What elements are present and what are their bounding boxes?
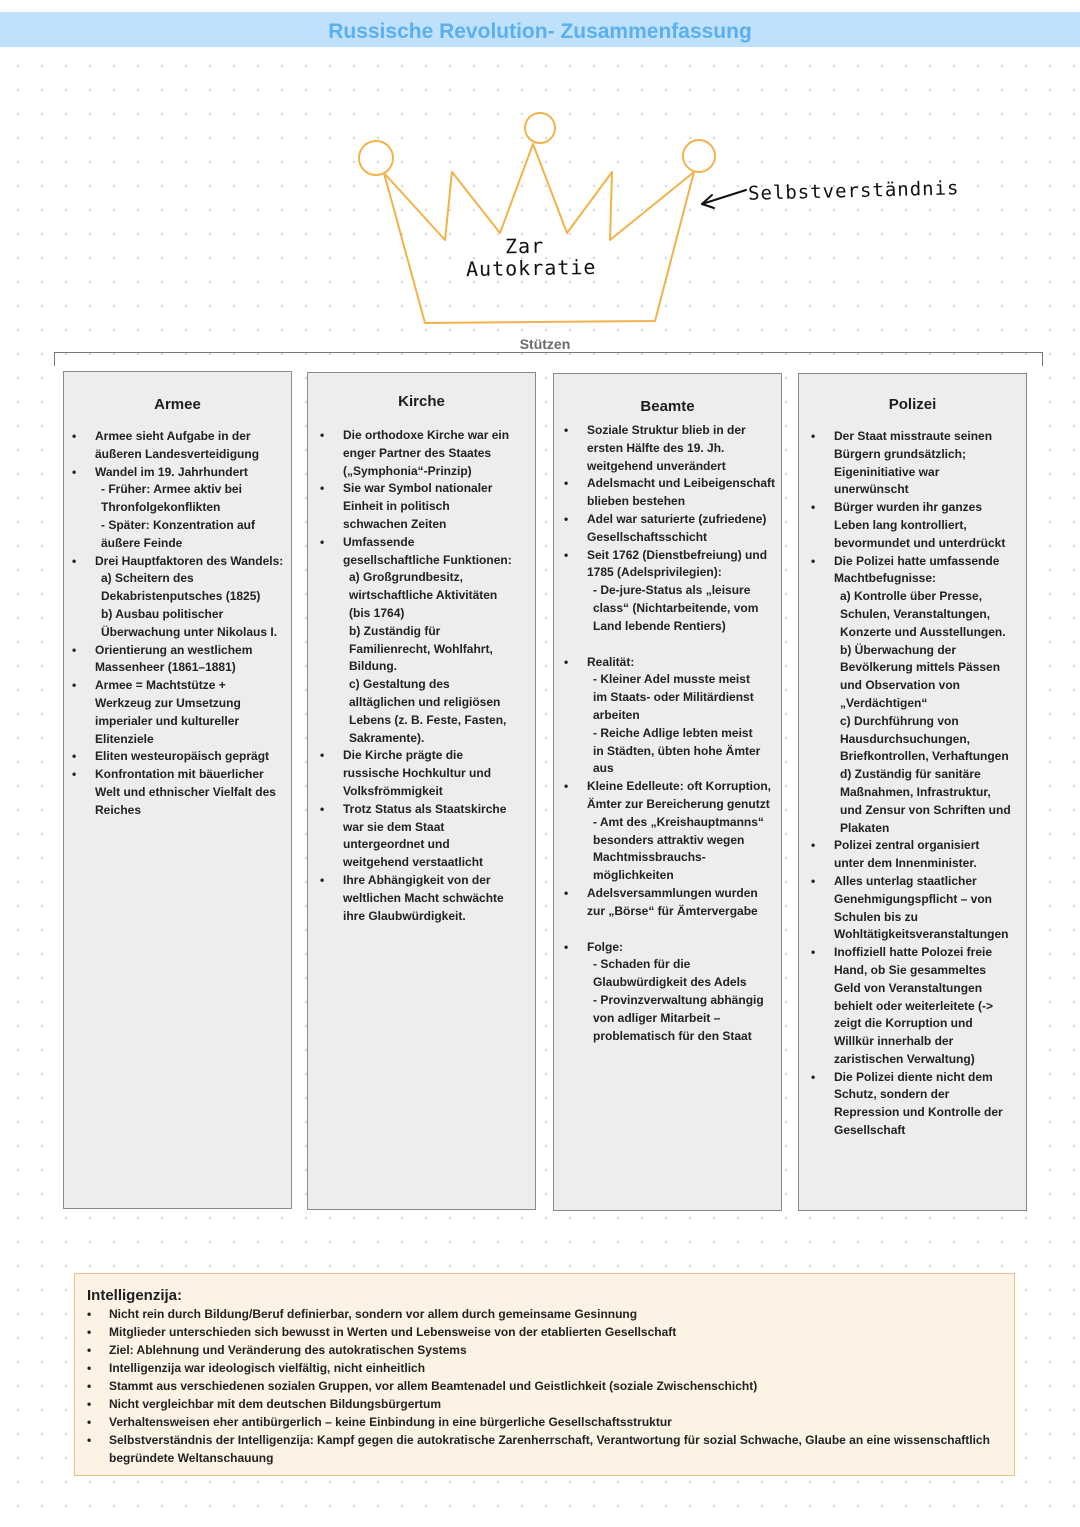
list-item: behielt oder weiterleitete (->	[834, 998, 994, 1013]
list-item: • Polizei zentral organisiert	[803, 837, 1026, 855]
list-item: Hausdurchsuchungen,	[840, 731, 971, 746]
list-item: Einheit in politisch	[343, 499, 450, 514]
list-item: Maßnahmen, Infrastruktur,	[840, 784, 991, 799]
list-item: war sie dem Staat	[343, 819, 445, 834]
list-item: Thronfolgekonflikten	[101, 500, 221, 515]
list-item: • Trotz Status als Staatskirche	[312, 801, 535, 819]
supports-bracket	[54, 352, 1043, 366]
list-item: Genehmigungspflicht – von	[834, 891, 993, 906]
list-item: weitgehend unverändert	[587, 458, 726, 473]
list-item: Eigeninitiative war	[834, 464, 940, 479]
list-item: • Orientierung an westlichem	[64, 642, 291, 660]
list-item: aus	[593, 761, 614, 776]
list-item: Reiches	[95, 802, 142, 817]
column-list	[803, 428, 1026, 1140]
list-item: Machtbefugnisse:	[834, 571, 937, 586]
list-item: • Selbstverständnis der Intelligenzija: Kampf gegen die autokratische Zarenherrschaft, Verantwortung für sozial Schwache, Glaube an eine wissenschaftlich begründete Weltanschauung	[75, 1431, 1010, 1467]
list-item: • Stammt aus verschiedenen sozialen Gruppen, vor allem Beamtenadel und Geistlichkeit (soziale Zwischenschicht)	[75, 1377, 1010, 1395]
list-item: c) Gestaltung des	[349, 677, 450, 692]
column-title: Polizei	[888, 396, 937, 413]
list-item: ersten Hälfte des 19. Jh.	[587, 440, 725, 455]
list-item: • Die orthodoxe Kirche war ein	[312, 427, 535, 445]
list-item: Bevölkerung mittels Pässen	[840, 660, 1001, 675]
list-item: • Nicht rein durch Bildung/Beruf definierbar, sondern vor allem durch gemeinsame Gesinnung	[75, 1305, 1010, 1323]
list-item: • Folge:	[556, 939, 781, 957]
crown-label-zar: Zar	[504, 233, 545, 259]
selbstverstaendnis-label: Selbstverständnis	[747, 177, 960, 205]
list-item: • Kleine Edelleute: oft Korruption,	[556, 778, 781, 796]
list-item: unter dem Innenminister.	[834, 856, 977, 871]
list-item: Gesellschaft	[834, 1123, 906, 1138]
list-item: äußere Feinde	[101, 535, 183, 550]
list-item: bevormundet und unterdrückt	[834, 535, 1006, 550]
list-item: Schulen, Veranstaltungen,	[840, 606, 991, 621]
list-item: • Adelsversammlungen wurden	[556, 885, 781, 903]
list-item: • Ziel: Ablehnung und Veränderung des autokratischen Systems	[75, 1341, 1010, 1359]
list-item: Hand, ob Sie gesammeltes	[834, 962, 987, 977]
list-item: • Adel war saturierte (zufriedene)	[556, 511, 781, 529]
column-list	[556, 422, 781, 1045]
list-item: (bis 1764)	[349, 605, 405, 620]
list-item: gesellschaftliche Funktionen:	[343, 552, 512, 567]
list-item: • Sie war Symbol nationaler	[312, 480, 535, 498]
list-item: • Soziale Struktur blieb in der	[556, 422, 781, 440]
list-item: russische Hochkultur und	[343, 766, 492, 781]
column-list	[312, 427, 535, 925]
list-item: - Provinzverwaltung abhängig	[593, 992, 764, 1007]
list-item: • Alles unterlag staatlicher	[803, 873, 1026, 891]
list-item: • Bürger wurden ihr ganzes	[803, 499, 1026, 517]
list-item: Bürgern grundsätzlich;	[834, 446, 967, 461]
list-item: Geld von Veranstaltungen	[834, 980, 983, 995]
list-item: zeigt die Korruption und	[834, 1016, 973, 1031]
list-item: möglichkeiten	[593, 868, 674, 883]
intelligenzija-title: Intelligenzija:	[87, 1287, 183, 1304]
list-item: • Eliten westeuropäisch geprägt	[64, 748, 291, 766]
list-item: - Früher: Armee aktiv bei	[101, 482, 242, 497]
list-item: • Adelsmacht und Leibeigenschaft	[556, 475, 781, 493]
list-item: Sakramente).	[349, 730, 425, 745]
list-item: Massenheer (1861–1881)	[95, 660, 236, 675]
list-item: Ämter zur Bereicherung genutzt	[587, 796, 770, 811]
list-item: Land lebende Rentiers)	[593, 618, 726, 633]
list-item: a) Kontrolle über Presse,	[840, 589, 983, 604]
list-item: • Die Kirche prägte die	[312, 747, 535, 765]
list-item: im Staats- oder Militärdienst	[593, 690, 754, 705]
list-item: • Nicht vergleichbar mit dem deutschen Bildungsbürgertum	[75, 1395, 1010, 1413]
column-title: Beamte	[640, 398, 695, 415]
list-item: - Reiche Adlige lebten meist	[593, 725, 753, 740]
column-armee	[63, 371, 292, 1209]
page-title: Russische Revolution- Zusammenfassung	[328, 20, 752, 43]
list-item: - Später: Konzentration auf	[101, 517, 256, 532]
list-item: Leben lang kontrolliert,	[834, 517, 967, 532]
list-item: Überwachung unter Nikolaus I.	[101, 624, 278, 639]
list-item: • Drei Hauptfaktoren des Wandels:	[64, 553, 291, 571]
list-item: äußeren Landesverteidigung	[95, 446, 260, 461]
list-item: in Städten, übten hohe Ämter	[593, 743, 761, 758]
list-item: Machtmissbrauchs-	[593, 850, 706, 865]
list-item: Dekabristenputsches (1825)	[101, 589, 261, 604]
list-item: unerwünscht	[834, 482, 909, 497]
list-item: - Schaden für die	[593, 957, 691, 972]
intelligenzija-list	[75, 1305, 1010, 1467]
list-item: a) Scheitern des	[101, 571, 194, 586]
list-item: weltlichen Macht schwächte	[343, 890, 504, 905]
list-item: - De-jure-Status als „leisure	[593, 583, 751, 598]
crown-label-autokratie: Autokratie	[465, 254, 597, 282]
list-item: wirtschaftliche Aktivitäten	[349, 588, 498, 603]
list-item: • Wandel im 19. Jahrhundert	[64, 464, 291, 482]
list-item: - Amt des „Kreishauptmanns“	[593, 814, 764, 829]
list-item: enger Partner des Staates	[343, 445, 492, 460]
list-item	[556, 636, 781, 654]
list-item: von adliger Mitarbeit –	[593, 1010, 721, 1025]
list-item: • Armee sieht Aufgabe in der	[64, 428, 291, 446]
list-item: • Inoffiziell hatte Polozei freie	[803, 944, 1026, 962]
list-item: besonders attraktiv wegen	[593, 832, 745, 847]
list-item: arbeiten	[593, 707, 640, 722]
list-item: • Der Staat misstraute seinen	[803, 428, 1026, 446]
list-item: Willkür innerhalb der	[834, 1034, 954, 1049]
list-item: zur „Börse“ für Ämtervergabe	[587, 903, 758, 918]
column-polizei	[798, 373, 1027, 1211]
list-item: c) Durchführung von	[840, 713, 959, 728]
list-item: b) Ausbau politischer	[101, 606, 224, 621]
list-item: • Intelligenzija war ideologisch vielfältig, nicht einheitlich	[75, 1359, 1010, 1377]
list-item: b) Zuständig für	[349, 623, 441, 638]
list-item: b) Überwachung der	[840, 642, 957, 657]
list-item: a) Großgrundbesitz,	[349, 570, 463, 585]
list-item: • Die Polizei hatte umfassende	[803, 553, 1026, 571]
list-item: untergeordnet und	[343, 837, 450, 852]
column-list	[64, 428, 291, 820]
list-item: Elitenziele	[95, 731, 154, 746]
list-item: Wohltätigkeitsveranstaltungen	[834, 927, 1009, 942]
list-item: - Kleiner Adel musste meist	[593, 672, 750, 687]
list-item: • Seit 1762 (Dienstbefreiung) und	[556, 547, 781, 565]
list-item: Gesellschaftsschicht	[587, 529, 708, 544]
list-item: d) Zuständig für sanitäre	[840, 767, 981, 782]
list-item: problematisch für den Staat	[593, 1028, 752, 1043]
list-item: 1785 (Adelsprivilegien):	[587, 565, 722, 580]
list-item: • Die Polizei diente nicht dem	[803, 1069, 1026, 1087]
supports-label: Stützen	[519, 336, 571, 352]
list-item: Volksfrömmigkeit	[343, 783, 443, 798]
list-item: („Symphonia“-Prinzip)	[343, 463, 472, 478]
list-item: Repression und Kontrolle der	[834, 1105, 1003, 1120]
list-item: Briefkontrollen, Verhaftungen	[840, 749, 1009, 764]
list-item: blieben bestehen	[587, 494, 686, 509]
list-item: • Mitglieder unterschieden sich bewusst in Werten und Lebensweise von der etablierten Gesellschaft	[75, 1323, 1010, 1341]
column-title: Kirche	[398, 393, 445, 410]
list-item: schwachen Zeiten	[343, 516, 447, 531]
list-item: Konzerte und Ausstellungen.	[840, 624, 1006, 639]
list-item: Lebens (z. B. Feste, Fasten,	[349, 712, 507, 727]
intelligenzija-box	[74, 1273, 1015, 1476]
list-item: • Umfassende	[312, 534, 535, 552]
list-item: Glaubwürdigkeit des Adels	[593, 975, 747, 990]
list-item: • Realität:	[556, 654, 781, 672]
column-title: Armee	[154, 396, 201, 413]
list-item: alltäglichen und religiösen	[349, 694, 501, 709]
list-item: ihre Glaubwürdigkeit.	[343, 908, 466, 923]
list-item: weitgehend verstaatlicht	[343, 855, 484, 870]
list-item: Bildung.	[349, 659, 397, 674]
list-item	[556, 921, 781, 939]
list-item: imperialer und kultureller	[95, 713, 240, 728]
list-item: Werkzeug zur Umsetzung	[95, 695, 241, 710]
column-kirche	[307, 372, 536, 1210]
column-beamte	[553, 373, 782, 1211]
list-item: • Armee = Machtstütze +	[64, 677, 291, 695]
list-item: und Zensur von Schriften und	[840, 802, 1011, 817]
list-item: und Observation von	[840, 678, 961, 693]
crown-icon	[340, 100, 720, 335]
list-item: • Ihre Abhängigkeit von der	[312, 872, 535, 890]
list-item: Plakaten	[840, 820, 890, 835]
list-item: zaristischen Verwaltung)	[834, 1051, 975, 1066]
list-item: Familienrecht, Wohlfahrt,	[349, 641, 493, 656]
list-item: „Verdächtigen“	[840, 695, 928, 710]
list-item: class“ (Nichtarbeitende, vom	[593, 600, 759, 615]
list-item: • Verhaltensweisen eher antibürgerlich – keine Einbindung in eine bürgerliche Gesellschaftsstruktur	[75, 1413, 1010, 1431]
list-item: Schutz, sondern der	[834, 1087, 950, 1102]
list-item: • Konfrontation mit bäuerlicher	[64, 766, 291, 784]
list-item: Schulen bis zu	[834, 909, 919, 924]
list-item: Welt und ethnischer Vielfalt des	[95, 784, 276, 799]
arrow-left-icon	[690, 182, 750, 212]
